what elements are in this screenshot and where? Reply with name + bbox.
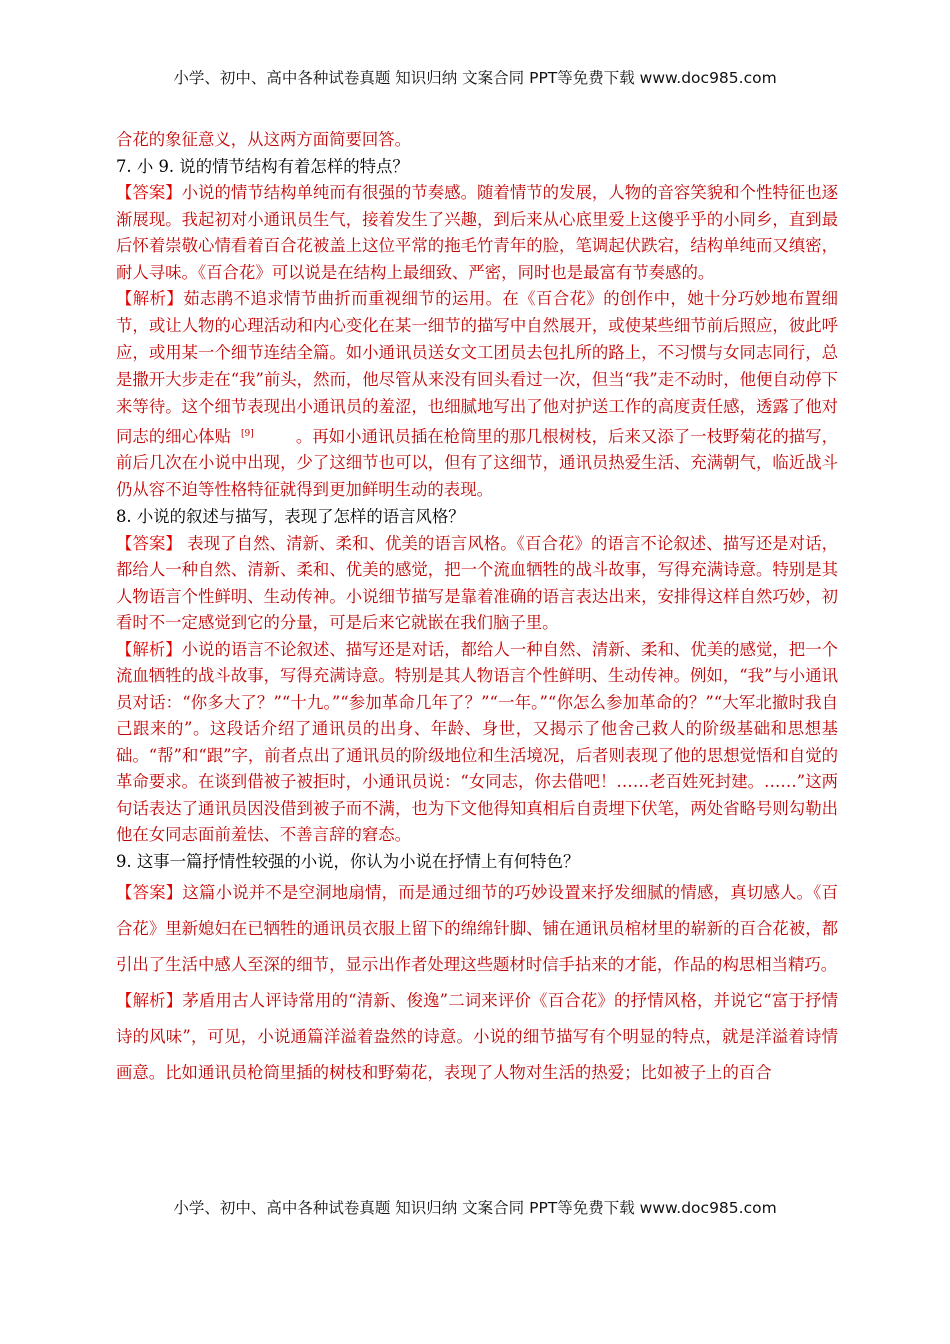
analysis-7 (116, 286, 838, 504)
question-8: 8. 小说的叙述与描写，表现了怎样的语言风格？ (116, 507, 465, 527)
analysis-8-text: 小说的语言不论叙述、描写还是对话，都给人一种自然、清新、柔和、优美的感觉，把一个流血牺牲的战斗故事，写得充满诗意。特别是其人物语言个性鲜明、生动传神。例如，“我”与小通讯员对话：“你多大了？”“十九。”“参加革命几年了？”“一年。”“你怎么参加革命的？”“大军北撤时我自己跟来的”。这段话介绍了通讯员的出身、年龄、身世，又揭示了他舍己救人的阶级基础和思想基础。“帮”和“跟”字，前者点出了通讯员的阶级地位和生活境况，后者则表现了他的思想觉悟和自觉的革命要求。在谈到借被子被拒时，小通讯员说：“女同志，你去借吧！……老百姓死封建。……”这两句话表达了通讯员因没借到被子而不满，也为下文他得知真相后自责埋下伏笔，两处省略号则勾勒出他在女同志面前羞怯、不善言辞的窘态。 (116, 639, 839, 845)
analysis-tag: 【解析】 (116, 289, 184, 308)
footnote-ref: [9] (241, 428, 254, 439)
analysis-9 (116, 983, 838, 1091)
question-7: 7. 小 9. 说的情节结构有着怎样的特点？ (116, 156, 409, 176)
answer-7 (116, 180, 838, 286)
answer-tag: 【答案】 (116, 183, 182, 202)
answer-8 (116, 531, 838, 637)
answer-9-text: 这篇小说并不是空洞地扇情，而是通过细节的巧妙设置来抒发细腻的情感，真切感人。《百合花》里新媳妇在已牺牲的通讯员衣服上留下的绵绵针脚、铺在通讯员棺材里的崭新的百合花被，都引出了生活中感人至深的细节，显示出作者处理这些题材时信手拈来的才能，作品的构思相当精巧。 (116, 883, 838, 975)
answer-7-text: 小说的情节结构单纯而有很强的节奏感。随着情节的发展，人物的音容笑貌和个性特征也逐渐展现。我起初对小通讯员生气，接着发生了兴趣，到后来从心底里爱上这傻乎乎的小同乡，直到最后怀着崇敬心情看着百合花被盖上这位平常的拖毛竹青年的脸，笔调起伏跌宕，结构单纯而又缜密，耐人寻味。《百合花》可以说是在结构上最细致、严密，同时也是最富有节奏感的。 (116, 183, 839, 282)
document-body (116, 127, 838, 1091)
answer-tag: 【答案】 (116, 883, 183, 903)
answer-continuation: 合花的象征意义，从这两方面简要回答。 (116, 130, 412, 149)
answer-9 (116, 875, 838, 983)
analysis-7-text-a: 茹志鹃不追求情节曲折而重视细节的运用。在《百合花》的创作中，她十分巧妙地布置细节，或让人物的心理活动和内心变化在某一细节的描写中自然展开，或使某些细节前后照应，彼此呼应，或用某一个细节连结全篇。如小通讯员送女文工团员去包扎所的路上，不习惯与女同志同行，总是撒开大步走在“我”前头，然而，他尽管从来没有回头看过一次，但当“我”走不动时，他便自动停下来等待。这个细节表现出小通讯员的羞涩，也细腻地写出了他对护送工作的高度责任感，透露了他对同志的细心体贴 (116, 289, 838, 446)
page-footer: 小学、初中、高中各种试卷真题 知识归纳 文案合同 PPT等免费下载 www.doc985.com (173, 1199, 777, 1217)
answer-8-text: 表现了自然、清新、柔和、优美的语言风格。《百合花》的语言不论叙述、描写还是对话，都给人一种自然、清新、柔和、优美的感觉，把一个流血牺牲的战斗故事，写得充满诗意。特别是其人物语言个性鲜明、生动传神。小说细节描写是靠着准确的语言表达出来，安排得这样自然巧妙，初看时不一定感觉到它的分量，可是后来它就嵌在我们脑子里。 (116, 533, 839, 633)
question-9: 9. 这事一篇抒情性较强的小说，你认为小说在抒情上有何特色？ (116, 851, 580, 871)
answer-tag: 【答案】 (116, 533, 182, 553)
page-header: 小学、初中、高中各种试卷真题 知识归纳 文案合同 PPT等免费下载 www.doc985.com (173, 69, 777, 87)
analysis-tag: 【解析】 (116, 991, 183, 1011)
analysis-8 (116, 637, 838, 849)
analysis-tag: 【解析】 (116, 639, 182, 659)
analysis-9-text: 茅盾用古人评诗常用的“清新、俊逸”二词来评价《百合花》的抒情风格，并说它“富于抒情诗的风味”，可见，小说通篇洋溢着盎然的诗意。小说的细节描写有个明显的特点，就是洋溢着诗情画意。比如通讯员枪筒里插的树枝和野菊花，表现了人物对生活的热爱；比如被子上的百合 (116, 991, 839, 1083)
analysis-7-text-b: 。再如小通讯员插在枪筒里的那几根树枝，后来又添了一枝野菊花的描写，前后几次在小说中出现，少了这细节也可以，但有了这细节，通讯员热爱生活、充满朝气，临近战斗仍从容不迫等性格特征就得到更加鲜明生动的表现。 (116, 426, 839, 500)
